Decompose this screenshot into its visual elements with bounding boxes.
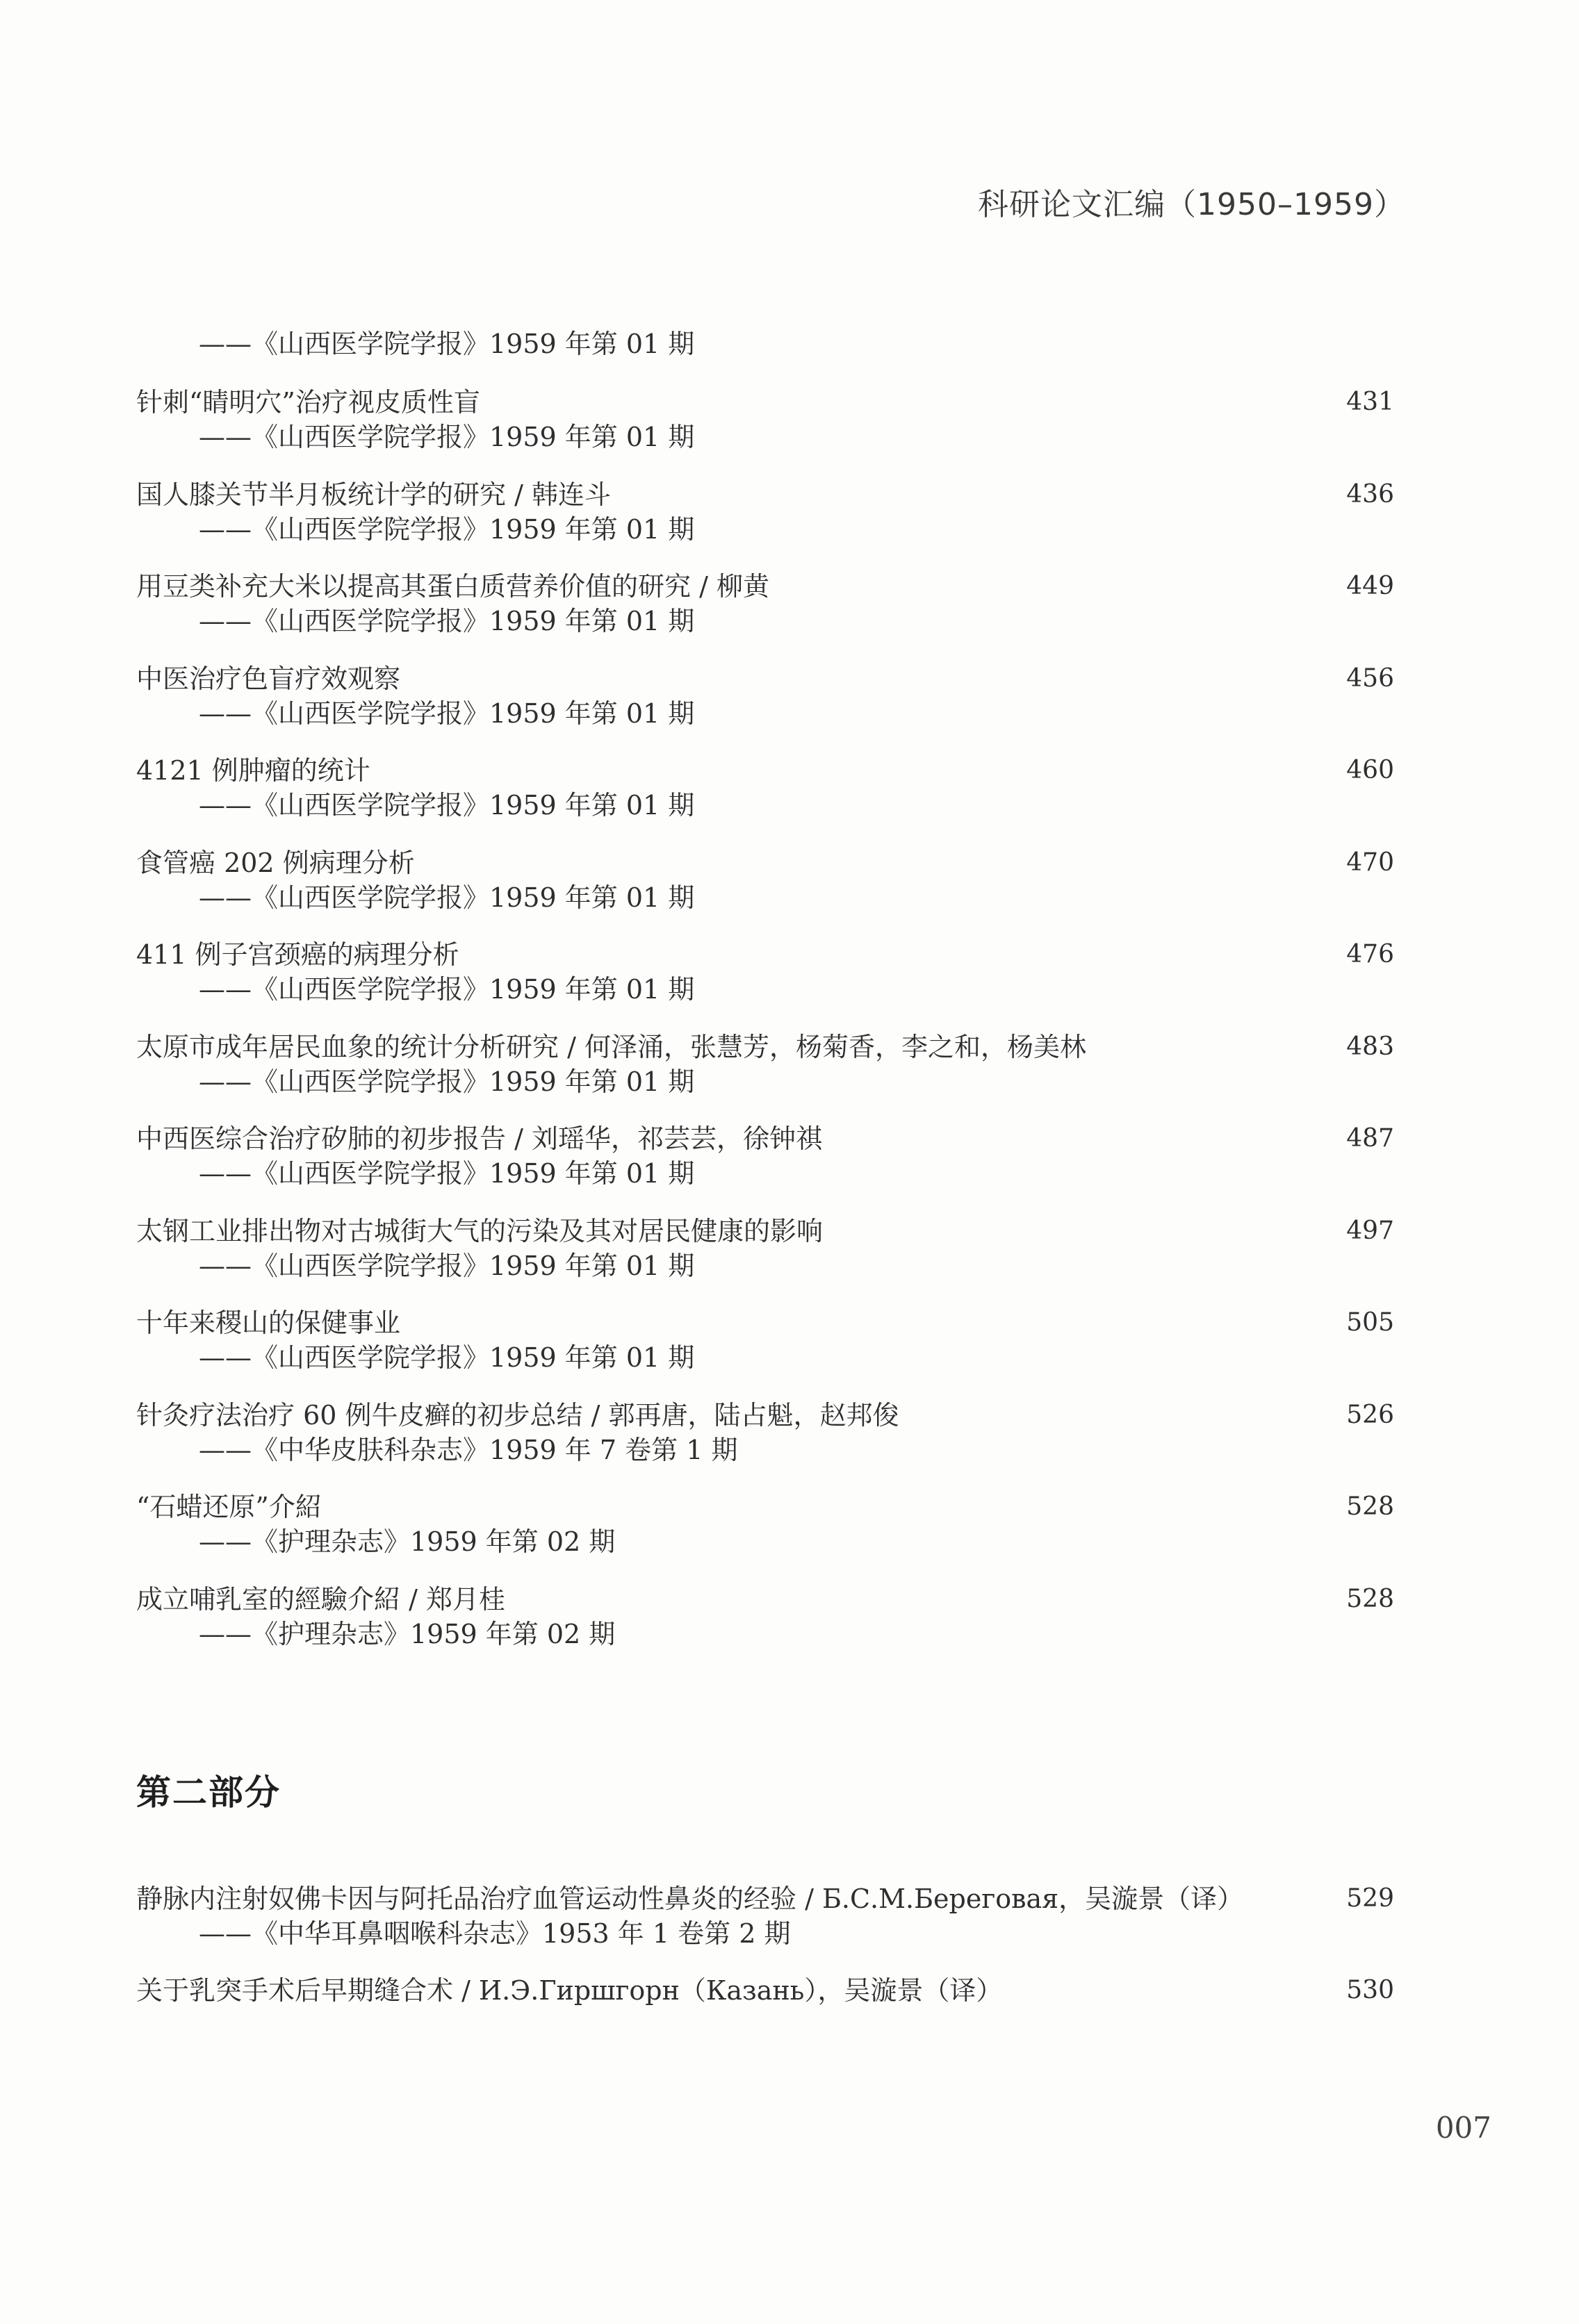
entry-page-number: 431 (1346, 388, 1394, 416)
toc-entry-list (136, 386, 1394, 1675)
toc-entry-list (136, 1883, 1394, 2066)
entry-source: ——《山西医学院学报》1959 年第 01 期 (199, 974, 695, 1005)
toc-entry (136, 939, 1394, 1031)
entry-title: 国人膝关节半月板统计学的研究 / 韩连斗 (136, 479, 611, 510)
entry-title: 十年来稷山的保健事业 (136, 1308, 401, 1338)
entry-title: 411 例子宫颈癌的病理分析 (136, 939, 459, 970)
entry-source: ——《护理杂志》1959 年第 02 期 (199, 1526, 616, 1557)
entry-page-number: 436 (1346, 479, 1394, 509)
entry-source: ——《山西医学院学报》1959 年第 01 期 (199, 790, 695, 821)
entry-source: ——《山西医学院学报》1959 年第 01 期 (199, 1066, 695, 1097)
entry-source: ——《山西医学院学报》1959 年第 01 期 (199, 1250, 695, 1281)
toc-entry (136, 1215, 1394, 1308)
running-header: 科研论文汇编（1950–1959） (978, 187, 1405, 222)
toc-entry (136, 1031, 1394, 1123)
entry-source: ——《山西医学院学报》1959 年第 01 期 (199, 1158, 695, 1189)
toc-entry (136, 1583, 1394, 1676)
toc-entry (136, 1307, 1394, 1399)
entry-page-number: 476 (1346, 940, 1394, 969)
entry-title: 关于乳突手术后早期缝合术 / И.Э.Гиршгорн（Казань），吴漩景（译） (136, 1975, 1003, 2006)
entry-title: 针刺“睛明穴”治疗视皮质性盲 (136, 387, 480, 418)
toc-entry-continuation (136, 328, 1394, 386)
entry-title: 太原市成年居民血象的统计分析研究 / 何泽涌，张慧芳，杨菊香，李之和，杨美林 (136, 1031, 1086, 1062)
entry-source: ——《山西医学院学报》1959 年第 01 期 (199, 513, 695, 545)
toc-entry (136, 1491, 1394, 1583)
entry-page-number: 456 (1346, 664, 1394, 693)
toc-entry (136, 570, 1394, 663)
entry-title: 太钢工业排出物对古城街大气的污染及其对居民健康的影响 (136, 1215, 824, 1246)
entry-page-number: 528 (1346, 1584, 1394, 1613)
entry-source: ——《中华皮肤科杂志》1959 年 7 卷第 1 期 (199, 1434, 738, 1465)
entry-page-number: 460 (1346, 756, 1394, 784)
entry-page-number: 483 (1346, 1032, 1394, 1061)
toc-entry (136, 663, 1394, 755)
toc-entry (136, 847, 1394, 939)
toc-entry (136, 1123, 1394, 1215)
entry-source: ——《中华耳鼻咽喉科杂志》1953 年 1 卷第 2 期 (199, 1918, 791, 1949)
entry-page-number: 505 (1346, 1308, 1394, 1337)
entry-page-number: 497 (1346, 1216, 1394, 1245)
entry-page-number: 529 (1346, 1884, 1394, 1913)
entry-title: 静脉内注射奴佛卡因与阿托品治疗血管运动性鼻炎的经验 / Б.С.М.Береговая，吴漩景（译） (136, 1884, 1244, 1914)
toc-entry (136, 386, 1394, 479)
toc-part-1 (136, 328, 1394, 1675)
entry-page-number: 470 (1346, 848, 1394, 877)
entry-title: 针灸疗法治疗 60 例牛皮癣的初步总结 / 郭再唐，陆占魁，赵邦俊 (136, 1399, 899, 1431)
entry-source: ——《山西医学院学报》1959 年第 01 期 (199, 1342, 695, 1373)
toc-entry (136, 755, 1394, 847)
toc-entry (136, 1975, 1394, 2066)
entry-source: ——《山西医学院学报》1959 年第 01 期 (199, 698, 695, 729)
entry-title: “石蜡还原”介紹 (136, 1492, 322, 1522)
toc-part-2 (136, 1883, 1394, 2066)
entry-page-number: 449 (1346, 572, 1394, 600)
page-number: 007 (1435, 2111, 1491, 2145)
entry-title: 用豆类补充大米以提高其蛋白质营养价值的研究 / 柳黄 (136, 571, 769, 602)
section-heading: 第二部分 (136, 1772, 281, 1813)
entry-title: 4121 例肿瘤的统计 (136, 755, 370, 786)
entry-title: 中医治疗色盲疗效观察 (136, 663, 401, 694)
entry-title: 成立哺乳室的經驗介紹 / 郑月桂 (136, 1583, 505, 1615)
entry-page-number: 530 (1346, 1976, 1394, 2004)
entry-title: 中西医综合治疗矽肺的初步报告 / 刘瑶华，祁芸芸，徐钟祺 (136, 1123, 822, 1154)
entry-page-number: 526 (1346, 1400, 1394, 1429)
entry-page-number: 528 (1346, 1492, 1394, 1521)
entry-source: ——《山西医学院学报》1959 年第 01 期 (199, 329, 695, 359)
entry-source: ——《护理杂志》1959 年第 02 期 (199, 1618, 616, 1649)
toc-entry (136, 1883, 1394, 1975)
toc-entry (136, 479, 1394, 571)
entry-title: 食管癌 202 例病理分析 (136, 847, 415, 878)
toc-entry (136, 1399, 1394, 1492)
entry-page-number: 487 (1346, 1124, 1394, 1153)
entry-source: ——《山西医学院学报》1959 年第 01 期 (199, 422, 695, 452)
entry-source: ——《山西医学院学报》1959 年第 01 期 (199, 606, 695, 636)
entry-source: ——《山西医学院学报》1959 年第 01 期 (199, 882, 695, 913)
